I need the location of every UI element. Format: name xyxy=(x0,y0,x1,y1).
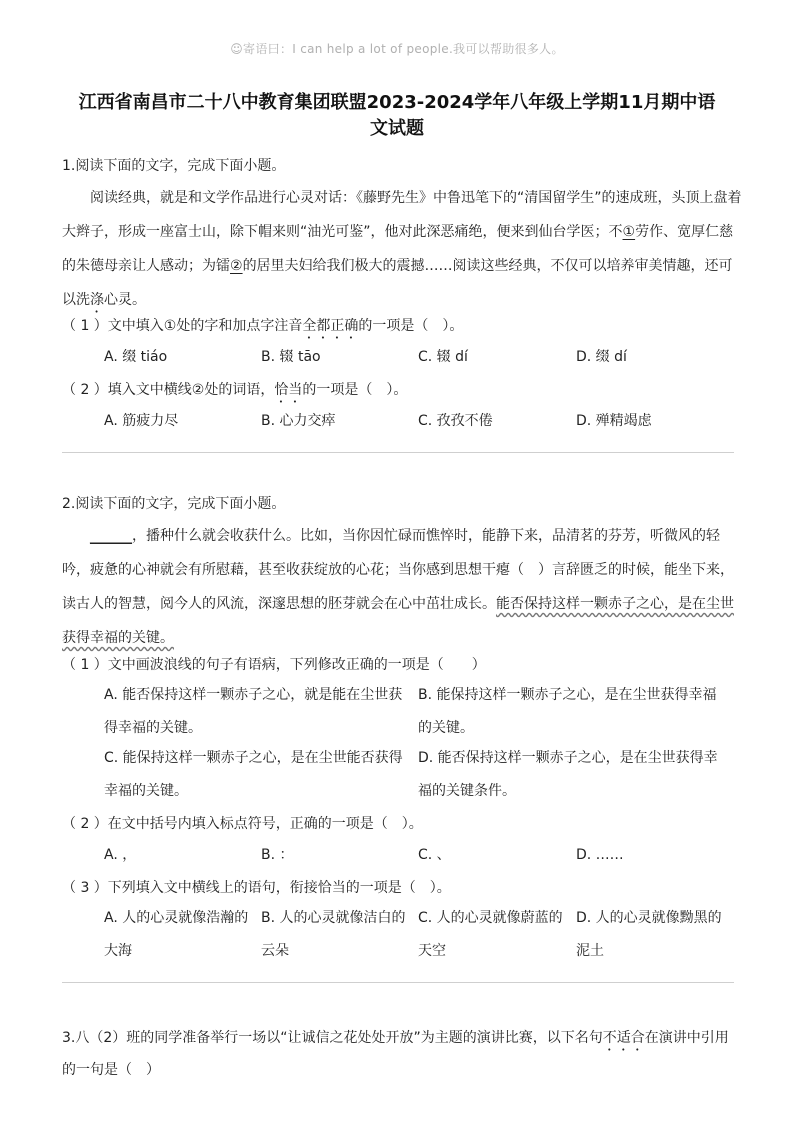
q2-stem: 2.阅读下面的文字，完成下面小题。 xyxy=(62,496,286,512)
q3-stem-post: 在演讲中引用的一句是（ ） xyxy=(62,1030,729,1078)
q1-blank-1: ① xyxy=(622,224,636,240)
q2-sub1-option-b[interactable]: B. 能保持这样一颗赤子之心，是在尘世获得幸福的关键。 xyxy=(418,687,717,736)
q1-sub1-pre: （ 1 ）文中填入①处的字和加点字注音 xyxy=(62,318,303,334)
q2-sub3-option-c[interactable]: C. 人的心灵就像蔚蓝的天空 xyxy=(418,910,563,959)
q3-stem-dotted: 不适合 xyxy=(602,1030,645,1046)
q1-sub2 xyxy=(62,379,742,406)
q1-sub1-dotted: 全都正确 xyxy=(302,318,359,334)
q2-passage-text: ，播种什么就会收获什么。比如，当你因忙碌而憔悴时，能静下来，品清茗的芬芳，听微风的轻吟，疲惫的心神就会有所慰藉，甚至收获绽放的心花；当你感到思想干瘪（ ）言辞匮乏的时候，能坐下来，读古人的智慧，阅今人的风流，深邃思想的胚芽就会在心中茁壮成长。 xyxy=(62,528,734,612)
q1-sub2-option-d[interactable]: D. 殚精竭虑 xyxy=(576,413,652,429)
q2-sub2: （ 2 ）在文中括号内填入标点符号，正确的一项是（ ）。 xyxy=(62,816,423,832)
q1-sub2-dotted: 恰当 xyxy=(274,382,303,398)
q2-sub1-option-c[interactable]: C. 能保持这样一颗赤子之心，是在尘世能否获得幸福的关键。 xyxy=(104,750,403,799)
q2-sub2-option-a[interactable]: A. ， xyxy=(104,847,137,863)
q2-sub3-option-b[interactable]: B. 人的心灵就像洁白的云朵 xyxy=(261,910,406,959)
page-title xyxy=(40,90,754,142)
q1-passage-part1: 阅读经典，就是和文学作品进行心灵对话：《藤野先生》中鲁迅笔下的“清国留学生”的速成班，头顶上盘着大辫子，形成一座富士山，除下帽来则“油光可鉴”，他对此深恶痛绝，便来到仙台学医；不 xyxy=(62,190,742,240)
divider-1 xyxy=(62,452,734,453)
q2-sub2-option-b[interactable]: B. ： xyxy=(261,847,294,863)
q1-sub2-option-b[interactable]: B. 心力交瘁 xyxy=(261,413,336,429)
q2-passage xyxy=(62,519,742,655)
q3-stem xyxy=(62,1022,742,1086)
q1-stem: 1.阅读下面的文字，完成下面小题。 xyxy=(62,158,286,174)
q1-passage-part4: 心灵。 xyxy=(104,292,146,308)
q1-sub1-option-b[interactable]: B. 辍 tāo xyxy=(261,349,321,365)
q1-sub2-pre: （ 2 ）填入文中横线②处的词语， xyxy=(62,382,275,398)
q3-stem-pre: 3.八（2）班的同学准备举行一场以“让诚信之花处处开放”为主题的演讲比赛，以下名句 xyxy=(62,1030,603,1046)
q1-sub2-option-c[interactable]: C. 孜孜不倦 xyxy=(418,413,493,429)
q1-sub2-post: 的一项是（ ）。 xyxy=(302,382,408,398)
q1-sub1 xyxy=(62,315,742,342)
motto-header: ☺寄语曰：I can help a lot of people.我可以帮助很多人。 xyxy=(230,42,564,56)
q1-passage-part2: 劳作、宽厚仁慈的朱德母亲让人感动；为镭 xyxy=(62,224,734,274)
q2-sub3-option-d[interactable]: D. 人的心灵就像黝黑的泥土 xyxy=(576,910,722,959)
q1-sub2-option-a[interactable]: A. 筋疲力尽 xyxy=(104,413,179,429)
q2-sub2-option-d[interactable]: D. …… xyxy=(576,847,624,863)
title-line-2: 文试题 xyxy=(370,118,424,139)
q2-sub3: （ 3 ）下列填入文中横线上的语句，衔接恰当的一项是（ ）。 xyxy=(62,880,451,896)
divider-2 xyxy=(62,982,734,983)
q1-passage-part3: 的居里夫妇给我们极大的震撼……阅读这些经典，不仅可以培养审美情趣，还可以洗 xyxy=(62,258,733,308)
q2-sub1-option-a[interactable]: A. 能否保持这样一颗赤子之心，就是能在尘世获得幸福的关键。 xyxy=(104,687,403,736)
q1-sub1-option-d[interactable]: D. 缀 dí xyxy=(576,349,627,365)
q1-sub1-option-a[interactable]: A. 缀 tiáo xyxy=(104,349,168,365)
q1-sub1-post: 的一项是（ ）。 xyxy=(358,318,464,334)
q2-blank: ______ xyxy=(90,528,132,544)
q2-sub2-option-c[interactable]: C. 、 xyxy=(418,847,451,863)
q1-sub1-option-c[interactable]: C. 辍 dí xyxy=(418,349,468,365)
q1-dotted-char: 涤 xyxy=(90,292,104,308)
q1-blank-2: ② xyxy=(230,258,243,274)
q2-wavy-sentence: 能否保持这样一颗赤子之心，是在尘世获得幸福的关键。 xyxy=(62,596,734,646)
title-line-1: 江西省南昌市二十八中教育集团联盟2023-2024学年八年级上学期11月期中语 xyxy=(78,92,716,113)
q2-sub1-option-d[interactable]: D. 能否保持这样一颗赤子之心，是在尘世获得幸福的关键条件。 xyxy=(418,750,718,799)
q2-sub3-option-a[interactable]: A. 人的心灵就像浩瀚的大海 xyxy=(104,910,249,959)
q1-passage xyxy=(62,181,742,317)
q2-sub1: （ 1 ）文中画波浪线的句子有语病，下列修改正确的一项是（ ） xyxy=(62,657,486,673)
